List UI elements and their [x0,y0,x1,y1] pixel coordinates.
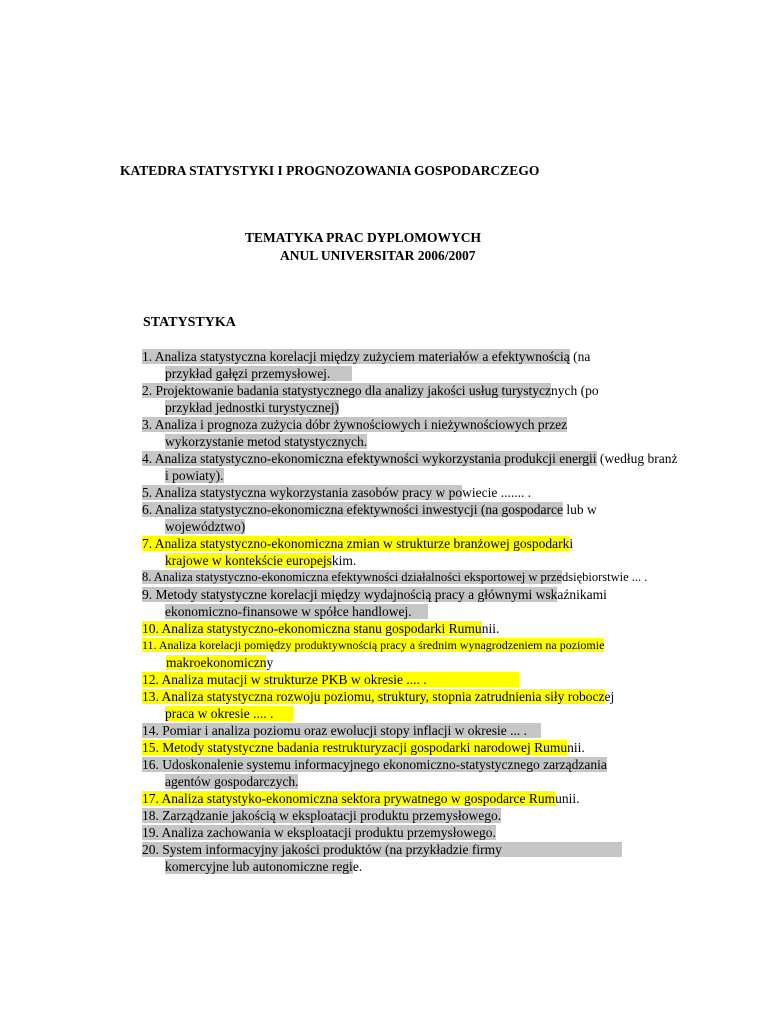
list-item [142,501,768,535]
list-item [142,671,768,688]
list-item [142,569,768,586]
item-tail: nych (po [551,383,599,398]
list-item [142,756,768,790]
item-text: 17. Analiza statystyko-ekonomiczna sektora prywatnego w gospodarce Rum [142,791,556,806]
item-text: 19. Analiza zachowania w eksploatacji produktu przemysłowego. [142,825,496,840]
thesis-topic-list [142,348,768,875]
item-text: 1. Analiza statystyczna korelacji między zużyciem materiałów a efektywnością [142,349,570,364]
item-text: 5. Analiza statystyczna wykorzystania zasobów pracy w po [142,485,463,500]
list-item [142,824,768,841]
item-tail: lub w [566,502,597,517]
item-continuation: przykład jednostki turystycznej) [165,400,339,415]
item-continuation: przykład gałęzi przemysłowej. [165,366,352,381]
item-text: 18. Zarządzanie jakością w eksploatacji produktu przemysłowego. [142,808,502,823]
item-text: 6. Analiza statystyczno-ekonomiczna efektywności inwestycji (na gospodarce [142,502,563,517]
list-item [142,348,768,382]
item-continuation: praca w okresie .... . [165,706,293,721]
item-text: 4. Analiza statystyczno-ekonomiczna efektywności wykorzystania produkcji energii [142,451,597,466]
item-text: 14. Pomiar i analiza poziomu oraz ewolucji stopy inflacji w okresie ... . [142,723,541,738]
list-item [142,637,768,671]
item-tail: nii. [481,621,500,636]
item-continuation-tail: kim. [331,553,357,568]
list-item [142,841,768,875]
list-item [142,416,768,450]
list-item [142,382,768,416]
list-item [142,535,768,569]
item-text: 13. Analiza statystyczna rozwoju poziomu, struktury, stopnia zatrudnienia siły robocz [142,689,605,704]
item-continuation: ekonomiczno-finansowe w spółce handlowej. [165,604,428,619]
item-continuation: wykorzystanie metod statystycznych. [165,434,368,449]
item-continuation: krajowe w kontekście europejs [165,553,332,568]
list-item [142,450,768,484]
item-tail: (według branż [599,451,678,466]
item-tail: ej [604,689,615,704]
list-item [142,807,768,824]
item-text: 10. Analiza statystyczno-ekonomiczna stanu gospodarki Rumu [142,621,482,636]
item-text: 2. Projektowanie badania statystycznego dla analizy jakości usług turystycz [142,383,552,398]
list-item [142,586,768,620]
item-tail: i [569,536,574,551]
item-text: 16. Udoskonalenie systemu informacyjnego ekonomiczno-statystycznego zarządzania [142,757,607,772]
item-text: 7. Analiza statystyczno-ekonomiczna zmian w strukturze branżowej gospodark [142,536,570,551]
item-tail: wiecie ....... . [462,485,532,500]
section-heading: STATYSTYKA [143,315,236,330]
list-item [142,688,768,722]
list-item [142,722,768,739]
item-text: 20. System informacyjny jakości produktów (na przykładzie firmy [142,842,622,857]
item-continuation-tail: y [266,655,274,670]
item-continuation: komercyjne lub autonomiczne regi [165,859,353,874]
item-tail: aźnikami [557,587,607,602]
item-continuation: województwo) [165,519,246,534]
item-tail: dsiębiorstwie ... . [562,570,648,584]
item-text: 11. Analiza korelacji pomiędzy produktywnością pracy a średnim wynagrodzeniem na poziomie [142,638,605,652]
item-continuation-tail: e. [352,859,363,874]
title-line-2: ANUL UNIVERSITAR 2006/2007 [280,248,476,263]
item-text: 15. Metody statystyczne badania restrukturyzacji gospodarki narodowej Rumu [142,740,568,755]
item-tail: (na [573,349,591,364]
title-line-1: TEMATYKA PRAC DYPLOMOWYCH [245,230,481,245]
item-continuation: makroekonomiczn [166,655,267,670]
item-text: 9. Metody statystyczne korelacji między wydajnością pracy a głównymi wsk [142,587,558,602]
item-text: 3. Analiza i prognoza zużycia dóbr żywnościowych i nieżywnościowych przez [142,417,568,432]
list-item [142,739,768,756]
item-tail: nii. [567,740,585,755]
item-text: 12. Analiza mutacji w strukturze PKB w okresie .... . [142,672,519,687]
list-item [142,620,768,637]
list-item [142,484,768,501]
item-continuation: i powiaty). [165,468,224,483]
department-heading: KATEDRA STATYSTYKI I PROGNOZOWANIA GOSPODARCZEGO [120,163,540,178]
item-continuation: agentów gospodarczych. [165,774,299,789]
list-item [142,790,768,807]
item-tail: unii. [555,791,580,806]
item-text: 8. Analiza statystyczno-ekonomiczna efektywności działalności eksportowej w prze [142,570,562,584]
